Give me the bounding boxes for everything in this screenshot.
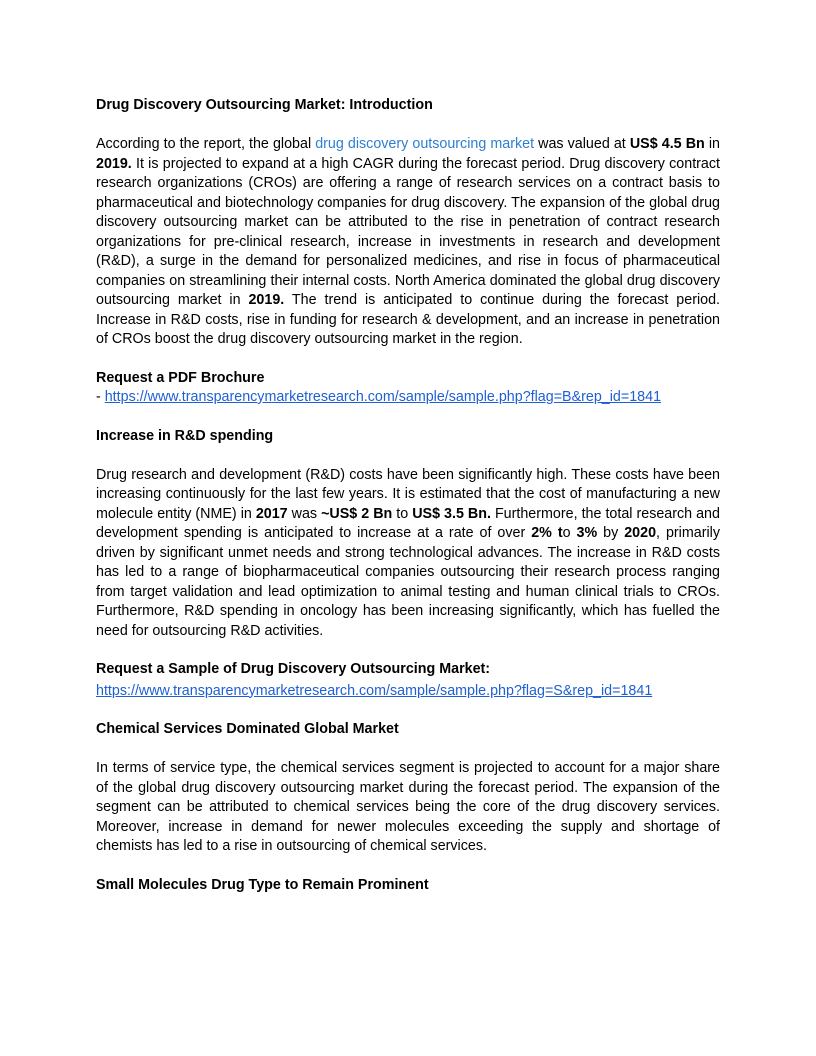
sample-line bbox=[96, 682, 720, 702]
rd-heading: Increase in R&D spending bbox=[96, 427, 274, 444]
rd-text-b: was bbox=[287, 505, 322, 522]
brochure-line bbox=[96, 388, 720, 408]
brochure-dash: - bbox=[96, 389, 105, 405]
rd-cost-low: ~US$ 2 Bn bbox=[321, 505, 393, 522]
document-content bbox=[96, 96, 720, 895]
intro-text-c: in bbox=[704, 136, 720, 152]
market-value: US$ 4.5 Bn bbox=[629, 136, 705, 152]
base-year-2: 2019. bbox=[248, 292, 285, 308]
intro-text-b: was valued at bbox=[534, 136, 630, 152]
rd-text-c: to bbox=[392, 505, 413, 522]
rd-text-d: Furthermore, the total research and development spending is anticipated to increase at a rate of over bbox=[96, 505, 720, 541]
intro-heading: Drug Discovery Outsourcing Market: Introduction bbox=[96, 97, 433, 113]
intro-paragraph bbox=[96, 135, 720, 350]
intro-text-d: It is projected to expand at a high CAGR during the forecast period. Drug discovery contract research organizations (CROs) are offering a range of research services on a contract basis to pharmaceutical and biotechnology companies for drug discovery. The expansion of the global drug discovery outsourcing market can be attributed to the rise in penetration of contract research organizations for pre-clinical research, increase in investments in research and development (R&D), a surge in the demand for personalized medicines, and rise in focus of pharmaceutical companies on streamlining their internal costs. North America dominated the global drug discovery outsourcing market in bbox=[96, 155, 720, 308]
market-link[interactable]: drug discovery outsourcing market bbox=[315, 136, 535, 152]
sample-link[interactable]: https://www.transparencymarketresearch.com/sample/sample.php?flag=S&rep_id=1841 bbox=[96, 682, 653, 699]
brochure-link[interactable]: https://www.transparencymarketresearch.com/sample/sample.php?flag=B&rep_id=1841 bbox=[104, 389, 662, 405]
rd-paragraph bbox=[96, 466, 720, 642]
rd-text-e: o bbox=[562, 525, 577, 541]
rd-text-g: , primarily driven by significant unmet needs and strong technological advances. The increase in R&D costs has led to a range of biopharmaceutical companies outsourcing their research process ranging from target validation and lead optimization to animal testing and human clinical trials to CROs. Furthermore, R&D spending in oncology has been increasing significantly, which has fuelled the need for outsourcing R&D activities. bbox=[96, 525, 720, 639]
rd-target-year: 2020 bbox=[624, 525, 657, 541]
rd-text-a: Drug research and development (R&D) costs have been significantly high. These costs have been increasing continuously for the last few years. It is estimated that the cost of manufacturing a new molecule entity (NME) in bbox=[96, 466, 720, 522]
rd-rate-high: 3% bbox=[576, 525, 598, 541]
small-molecules-heading: Small Molecules Drug Type to Remain Prominent bbox=[96, 876, 429, 893]
rd-year: 2017 bbox=[255, 505, 288, 522]
rd-text-f: by bbox=[597, 525, 625, 541]
rd-rate-low: 2% t bbox=[531, 525, 563, 541]
base-year: 2019. bbox=[96, 155, 132, 172]
sample-label: Request a Sample of Drug Discovery Outsourcing Market: bbox=[96, 661, 491, 677]
chemical-paragraph: In terms of service type, the chemical services segment is projected to account for a major share of the global drug discovery outsourcing market during the forecast period. The expansion of the segment can be attributed to chemical services being the core of the drug discovery services. Moreover, increase in demand for newer molecules exceeding the supply and shortage of chemists has led to a rise in outsourcing of chemical services. bbox=[96, 760, 720, 854]
chemical-heading: Chemical Services Dominated Global Market bbox=[96, 721, 399, 737]
rd-cost-high: US$ 3.5 Bn. bbox=[412, 505, 491, 522]
intro-text-a: According to the report, the global bbox=[96, 136, 316, 152]
intro-text-e: The trend is anticipated to continue during the forecast period. Increase in R&D costs, rise in funding for research & development, and an increase in penetration of CROs boost the drug discovery outsourcing market in the region. bbox=[96, 292, 721, 347]
brochure-label: Request a PDF Brochure bbox=[96, 369, 265, 386]
